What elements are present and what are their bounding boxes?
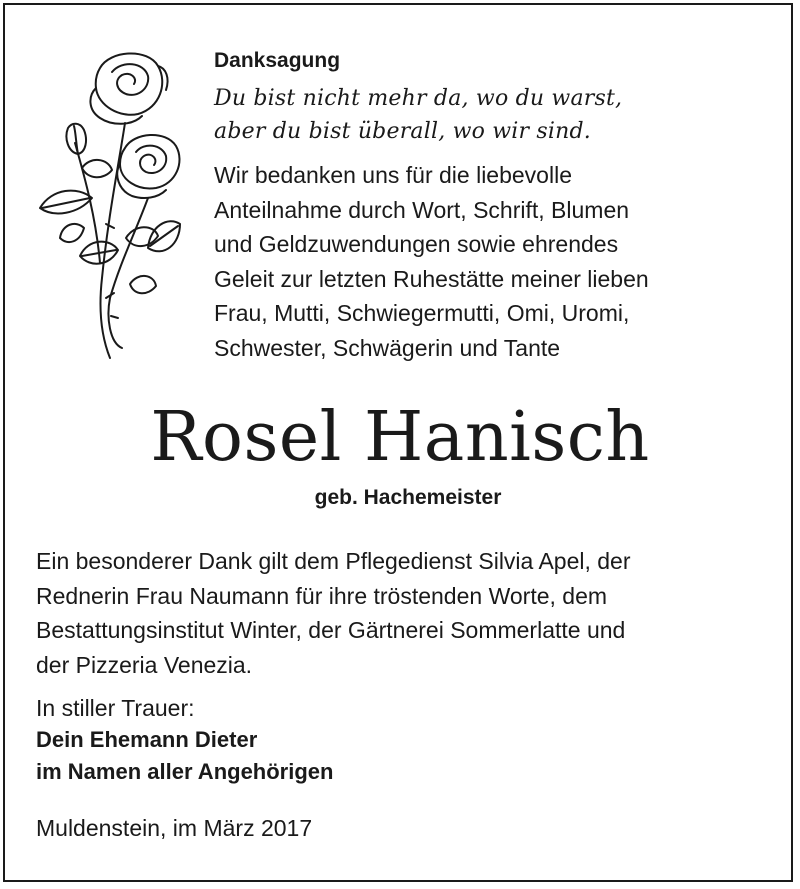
thanks-line: Wir bedanken uns für die liebevolle [214, 162, 572, 188]
mourning-intro: In stiller Trauer: [36, 695, 195, 721]
deceased-name: Rosel Hanisch [150, 398, 650, 477]
special-thanks-paragraph [36, 544, 776, 682]
top-text-block [214, 46, 774, 365]
thanks-line: und Geldzuwendungen sowie ehrendes [214, 231, 619, 257]
mourning-block [36, 692, 333, 788]
special-thanks-line: Rednerin Frau Naumann für ihre tröstenden Worte, dem [36, 582, 608, 609]
birth-name: geb. Hachemeister [314, 486, 502, 509]
thanks-line: Schwester, Schwägerin und Tante [214, 334, 561, 361]
special-thanks-line: der Pizzeria Venezia. [36, 651, 253, 678]
thanks-line: Anteilnahme durch Wort, Schrift, Blumen [214, 196, 630, 223]
thanks-line: Frau, Mutti, Schwiegermutti, Omi, Uromi, [214, 300, 630, 326]
thanks-line: Geleit zur letzten Ruhestätte meiner lieben [214, 265, 649, 292]
place-and-date: Muldenstein, im März 2017 [36, 815, 313, 841]
signatory-line: im Namen aller Angehörigen [36, 759, 334, 784]
quote-line: Du bist nicht mehr da, wo du warst, [214, 86, 623, 111]
memorial-quote [214, 82, 774, 148]
special-thanks-line: Ein besonderer Dank gilt dem Pflegedienst Silvia Apel, der [36, 548, 631, 574]
thanks-paragraph [214, 158, 774, 365]
quote-line: aber du bist überall, wo wir sind. [214, 119, 591, 144]
notice-heading: Danksagung [214, 49, 341, 72]
signatory-line: Dein Ehemann Dieter [36, 727, 258, 752]
special-thanks-line: Bestattungsinstitut Winter, der Gärtnerei Sommerlatte und [36, 617, 626, 643]
rose-illustration-icon [30, 48, 190, 363]
